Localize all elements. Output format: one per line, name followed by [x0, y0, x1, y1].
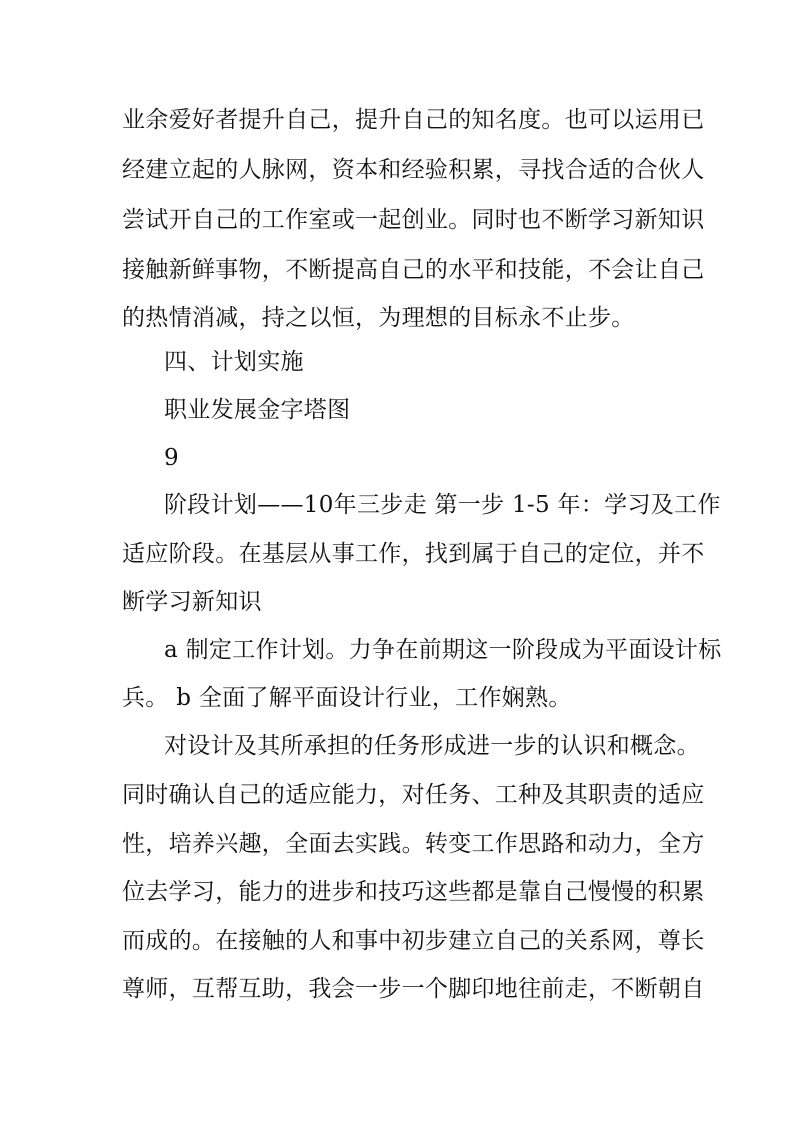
text-line: 兵。 b 全面了解平面设计行业，工作娴熟。 [122, 685, 572, 711]
text-line: 而成的。在接触的人和事中初步建立自己的关系网，尊长 [122, 928, 705, 954]
page-number: 9 [164, 445, 179, 471]
text-line: 经建立起的人脉网，资本和经验积累，寻找合适的合伙人 [122, 157, 705, 183]
text-line: 接触新鲜事物，不断提高自己的水平和技能，不会让自己 [122, 257, 705, 283]
figure-caption: 职业发展金字塔图 [164, 397, 351, 423]
section-heading: 四、计划实施 [164, 349, 304, 375]
text-line: 的热情消减，持之以恒，为理想的目标永不止步。 [122, 305, 635, 331]
text-line: a 制定工作计划。力争在前期这一阶段成为平面设计标 [164, 637, 722, 663]
text-line: 同时确认自己的适应能力，对任务、工种及其职责的适应 [122, 782, 705, 808]
text-line: 断学习新知识 [122, 589, 262, 615]
text-line: 尊师，互帮互助，我会一步一个脚印地往前走，不断朝自 [122, 976, 705, 1002]
text-line: 性，培养兴趣，全面去实践。转变工作思路和动力，全方 [122, 831, 705, 857]
text-line: 业余爱好者提升自己，提升自己的知名度。也可以运用已 [122, 107, 705, 133]
text-line: 位去学习，能力的进步和技巧这些都是靠自己慢慢的积累 [122, 879, 705, 905]
text-line: 适应阶段。在基层从事工作，找到属于自己的定位，并不 [122, 541, 705, 567]
text-line: 尝试开自己的工作室或一起创业。同时也不断学习新知识 [122, 207, 705, 233]
text-line: 对设计及其所承担的任务形成进一步的认识和概念。 [164, 733, 700, 759]
text-line: 阶段计划——10年三步走 第一步 1-5 年：学习及工作 [164, 492, 721, 518]
